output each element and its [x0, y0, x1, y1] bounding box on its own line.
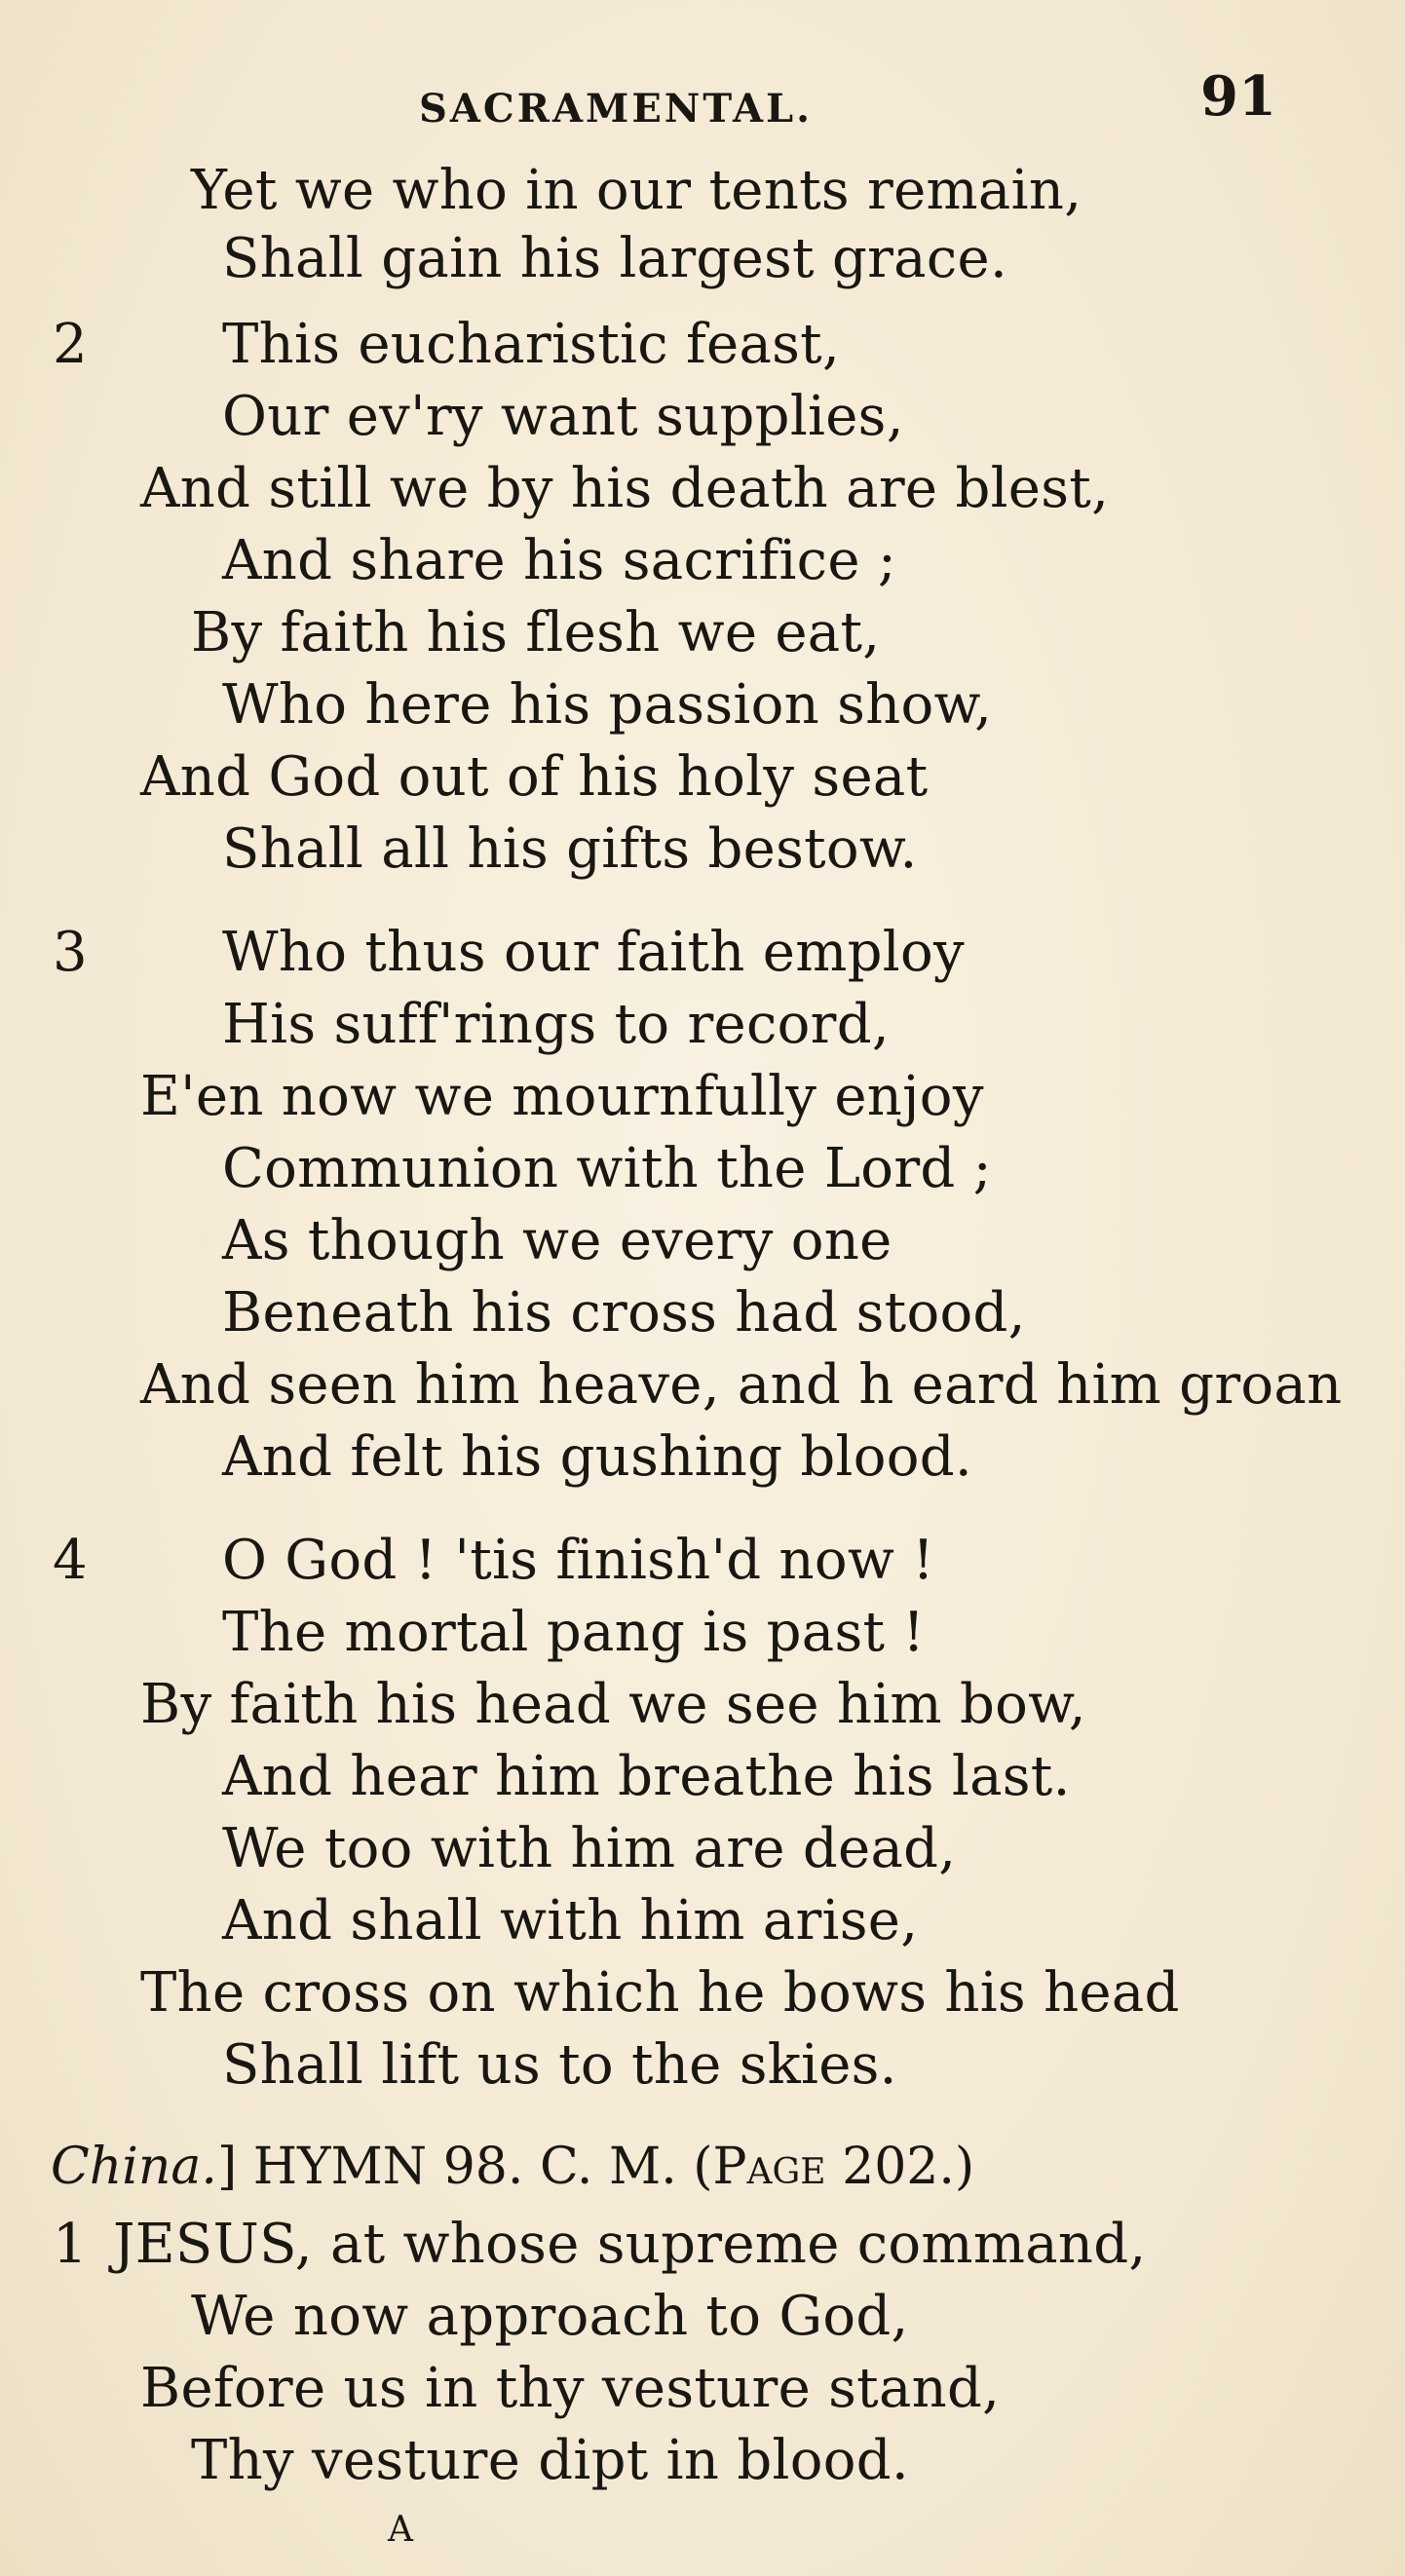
stanza-4-line-8: Shall lift us to the skies. [222, 2033, 897, 2097]
stanza-2-line-4: And share his sacrifice ; [222, 529, 897, 592]
hymn-meter: C. M. [539, 2138, 677, 2196]
stanza-2-line-5: By faith his flesh we eat, [191, 601, 881, 664]
stanza-2-line-7: And God out of his holy seat [140, 745, 929, 809]
hymn-line-1: JESUS, at whose supreme command, [113, 2213, 1147, 2276]
hymn-line-2: We now approach to God, [191, 2285, 909, 2348]
stanza-3-line-4: Communion with the Lord ; [222, 1137, 992, 1200]
opening-line-2: Shall gain his largest grace. [222, 227, 1008, 290]
stanza-2-line-2: Our ev'ry want supplies, [222, 385, 904, 448]
opening-line-1: Yet we who in our tents remain, [191, 159, 1082, 222]
hymn-tune: China. [51, 2138, 217, 2196]
hymn-stanza-number: 1 [53, 2213, 88, 2276]
stanza-3-line-2: His suff'rings to record, [222, 993, 890, 1056]
stanza-3-line-7: And seen him heave, and h eard him groan [140, 1353, 1343, 1417]
stanza-number-4: 4 [53, 1529, 88, 1592]
stanza-3-line-3: E'en now we mournfully enjoy [140, 1065, 984, 1128]
hymn-page-ref-number: 202. [842, 2138, 955, 2196]
stanza-2-line-3: And still we by his death are blest, [140, 457, 1110, 520]
stanza-number-2: 2 [53, 313, 88, 376]
hymn-line-3: Before us in thy vesture stand, [140, 2357, 1001, 2420]
hymn-line-4: Thy vesture dipt in blood. [191, 2429, 909, 2492]
stanza-3-line-1: Who thus our faith employ [222, 921, 965, 984]
catchword: A [388, 2510, 413, 2550]
stanza-4-line-2: The mortal pang is past ! [222, 1601, 926, 1664]
running-head: SACRAMENTAL. [419, 86, 814, 132]
page-number: 91 [1200, 64, 1276, 129]
stanza-4-line-6: And shall with him arise, [222, 1889, 919, 1952]
hymn-title: HYMN 98. [252, 2138, 524, 2196]
stanza-4-line-1: O God ! 'tis finish'd now ! [222, 1529, 935, 1592]
hymn-header: China.] HYMN 98. C. M. (Page 202.) [51, 2138, 975, 2196]
stanza-4-line-7: The cross on which he bows his head [140, 1961, 1180, 2025]
hymn-page-ref-word: Page [712, 2138, 826, 2196]
stanza-4-line-4: And hear him breathe his last. [222, 1745, 1071, 1808]
stanza-3-line-5: As though we every one [222, 1209, 892, 1272]
stanza-2-line-1: This eucharistic feast, [222, 313, 841, 376]
stanza-3-line-6: Beneath his cross had stood, [222, 1281, 1026, 1345]
stanza-4-line-5: We too with him are dead, [222, 1817, 957, 1880]
stanza-3-line-8: And felt his gushing blood. [222, 1425, 973, 1489]
stanza-number-3: 3 [53, 921, 88, 984]
stanza-2-line-8: Shall all his gifts bestow. [222, 817, 918, 881]
stanza-2-line-6: Who here his passion show, [222, 673, 993, 737]
stanza-4-line-3: By faith his head we see him bow, [140, 1673, 1086, 1736]
